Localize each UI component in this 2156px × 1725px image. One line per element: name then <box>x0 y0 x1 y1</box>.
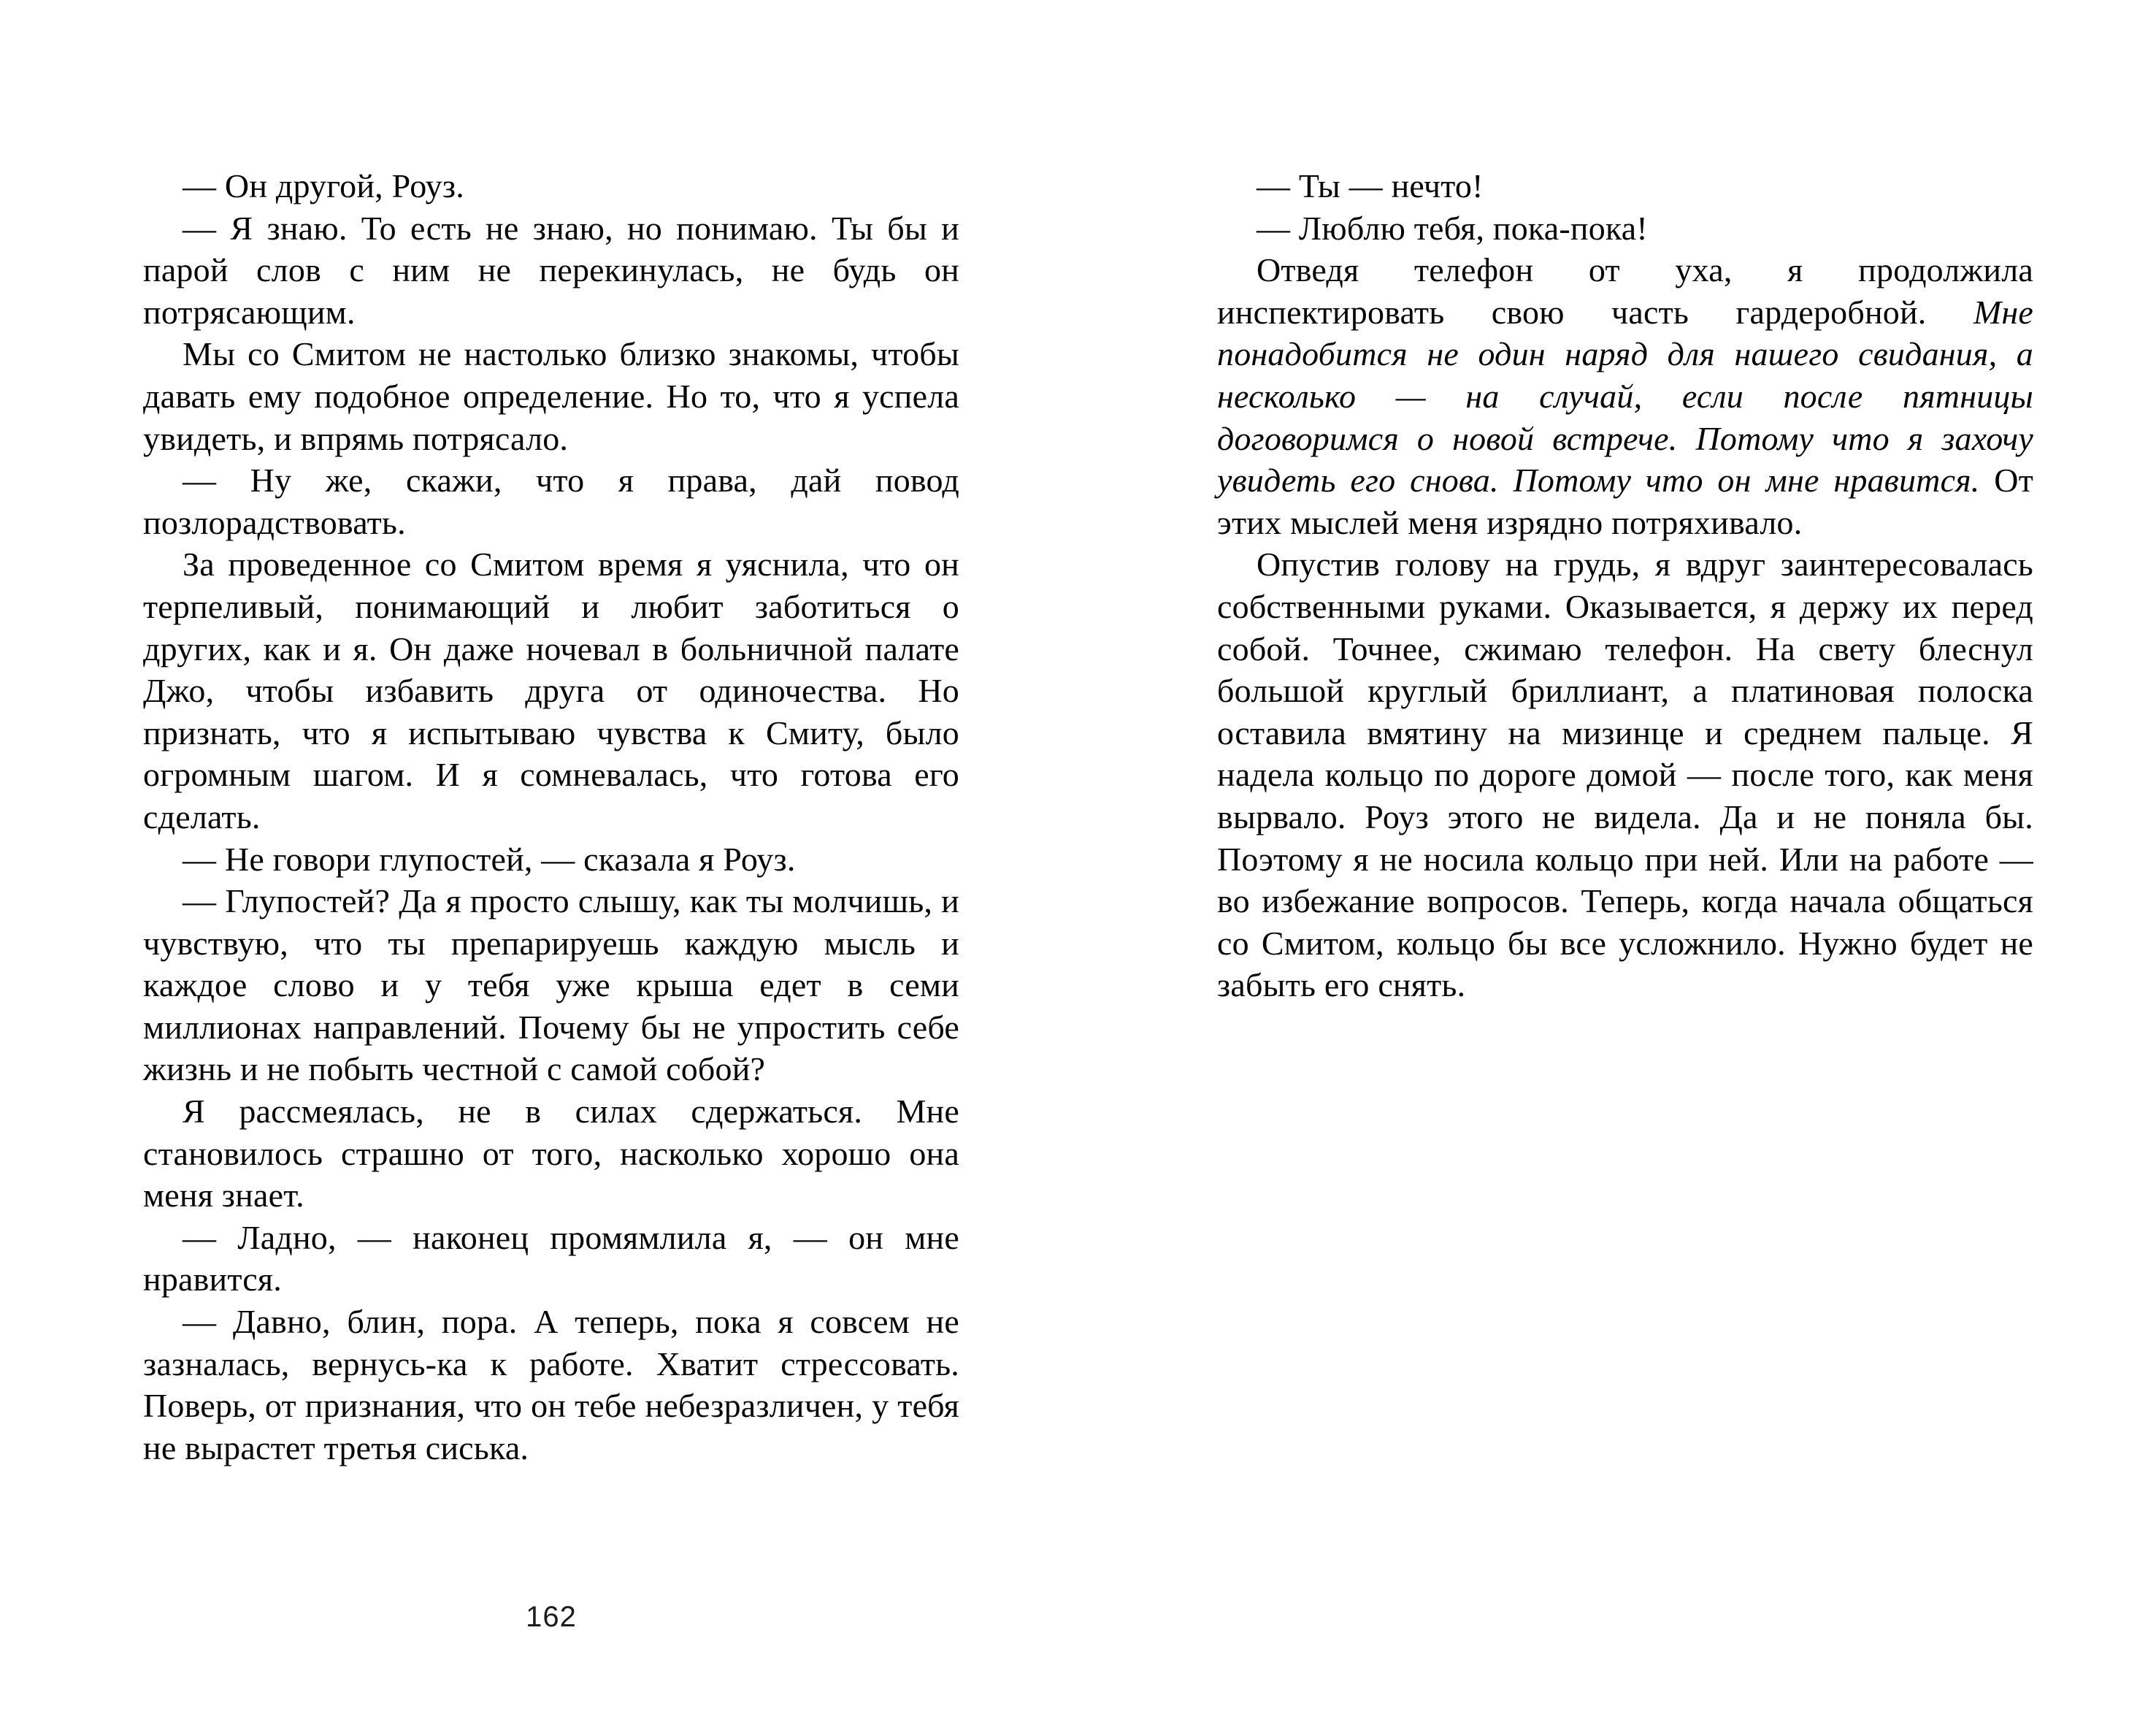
text-segment: Мы со Смитом не настолько близко знакомы, чтобы давать ему подобное определение. Но то, что я успела увидеть, и впрямь потрясало. <box>143 335 959 457</box>
right-page-text <box>1217 165 2033 1006</box>
paragraph <box>143 165 959 207</box>
text-segment: — Люблю тебя, пока-пока! <box>1257 209 1648 247</box>
text-segment: Я рассмеялась, не в силах сдержаться. Мне становилось страшно от того, насколько хорошо она меня знает. <box>143 1093 959 1215</box>
paragraph <box>1217 207 2033 250</box>
paragraph <box>143 1090 959 1217</box>
page-number: 162 <box>526 1601 577 1633</box>
text-segment: За проведенное со Смитом время я уяснила, что он терпеливый, понимающий и любит заботиться о других, как и я. Он даже ночевал в больничной палате Джо, чтобы избавить друга от одиночества. Но признать, что я испытываю чувства к Смиту, было огромным шагом. И я сомневалась, что готова его сделать. <box>143 546 959 835</box>
text-segment: От этих мыслей меня изрядно потряхивало. <box>1217 462 2033 541</box>
text-segment: — Я знаю. То есть не знаю, но понимаю. Ты бы и парой слов с ним не перекинулась, не будь он потрясающим. <box>143 209 959 331</box>
italic-text-segment: Мне понадобится не один наряд для нашего свидания, а несколько — на случай, если после пятницы договоримся о новой встрече. Потому что я захочу увидеть его снова. Потому что он мне нравится. <box>1217 293 2033 500</box>
paragraph <box>143 207 959 334</box>
paragraph <box>143 1217 959 1301</box>
text-segment: — Ладно, — наконец промямлила я, — он мне нравится. <box>143 1218 959 1298</box>
text-segment: — Ты — нечто! <box>1257 167 1484 204</box>
text-segment: Опустив голову на грудь, я вдруг заинтересовалась собственными руками. Оказывается, я держу их перед собой. Точнее, сжимаю телефон. На свету блеснул большой круглый бриллиант, а платиновая полоска оставила вмятину на мизинце и среднем пальце. Я надела кольцо по дороге домой — после того, как меня вырвало. Роуз этого не видела. Да и не поняла бы. Поэтому я не носила кольцо при ней. Или на работе — во избежание вопросов. Теперь, когда начала общаться со Смитом, кольцо бы все усложнило. Нужно будет не забыть его снять. <box>1217 546 2033 1004</box>
paragraph <box>143 459 959 543</box>
paragraph <box>1217 249 2033 543</box>
text-segment: — Не говори глупостей, — сказала я Роуз. <box>183 840 796 878</box>
paragraph <box>143 333 959 459</box>
text-segment: Отведя телефон от уха, я продолжила инспектировать свою часть гардеробной. <box>1217 251 2033 331</box>
paragraph <box>143 543 959 838</box>
paragraph <box>143 838 959 881</box>
paragraph <box>1217 543 2033 1006</box>
text-segment: — Давно, блин, пора. А теперь, пока я совсем не зазналась, вернусь-ка к работе. Хватит стрессовать. Поверь, от признания, что он тебе небезразличен, у тебя не вырастет третья сиська. <box>143 1303 959 1466</box>
paragraph <box>143 1301 959 1469</box>
paragraph <box>1217 165 2033 207</box>
text-segment: — Глупостей? Да я просто слышу, как ты молчишь, и чувствую, что ты препарируешь каждую мысль и каждое слово и у тебя уже крыша едет в семи миллионах направлений. Почему бы не упростить себе жизнь и не побыть честной с самой собой? <box>143 882 959 1088</box>
text-segment: — Ну же, скажи, что я права, дай повод позлорадствовать. <box>143 462 959 541</box>
text-segment: — Он другой, Роуз. <box>183 167 464 204</box>
left-page-text <box>143 165 959 1469</box>
paragraph <box>143 880 959 1090</box>
